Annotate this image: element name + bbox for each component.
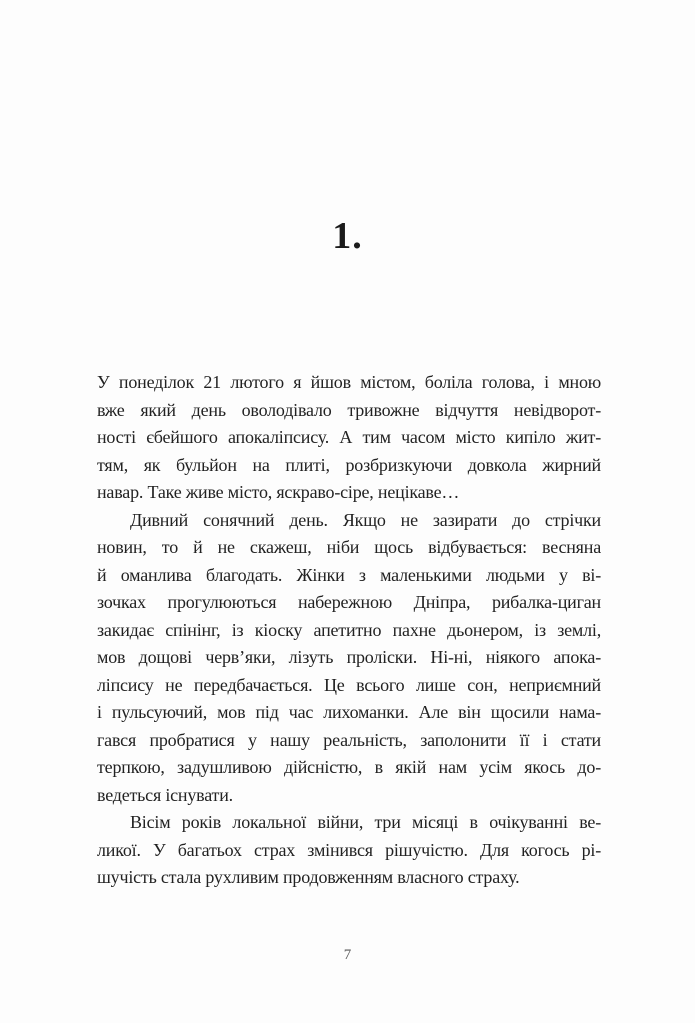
- body-text: [97, 369, 601, 892]
- text-line: й оманлива благодать. Жінки з маленькими людьми у ві-: [97, 564, 601, 585]
- chapter-heading: 1.: [332, 215, 363, 257]
- text-line: навар. Таке живе місто, яскраво-сіре, нецікаве…: [97, 482, 460, 502]
- text-line: закидає спінінг, із кіоску апетитно пахне дьонером, із землі,: [97, 619, 601, 640]
- text-line: ності єбейшого апокаліпсису. А тим часом місто кипіло жит-: [97, 427, 601, 447]
- text-line: терпкою, задушливою дійсністю, в якій нам усім якось до-: [97, 757, 601, 777]
- text-line: новин, то й не скажеш, ніби щось відбувається: весняна: [97, 537, 601, 557]
- text-line: вже який день оволодівало тривожне відчуття невідворот-: [97, 399, 601, 420]
- text-line: мов дощові черв’яки, лізуть проліски. Ні-ні, ніякого апока-: [97, 647, 601, 667]
- text-line: ведеться існувати.: [97, 784, 233, 805]
- text-line: тям, як бульйон на плиті, розбризкуючи довкола жирний: [97, 454, 601, 475]
- text-line: У понеділок 21 лютого я йшов містом, боліла голова, і мною: [97, 372, 601, 392]
- text-line: і пульсуючий, мов під час лихоманки. Але він щосили нама-: [97, 702, 601, 722]
- text-line: зочках прогулюються набережною Дніпра, рибалка-циган: [97, 592, 601, 612]
- text-line: Вісім років локальної війни, три місяці в очікуванні ве-: [130, 812, 601, 832]
- text-line: гався пробратися у нашу реальність, заполонити її і стати: [97, 729, 601, 750]
- text-line: Дивний сонячний день. Якщо не зазирати до стрічки: [130, 509, 601, 530]
- text-line: ликої. У багатьох страх змінився рішучістю. Для когось рі-: [97, 839, 601, 860]
- text-line: шучість стала рухливим продовженням власного страху.: [97, 867, 520, 887]
- text-line: ліпсису не передбачається. Це всього лише сон, неприємний: [97, 674, 601, 695]
- page-number: 7: [343, 947, 352, 963]
